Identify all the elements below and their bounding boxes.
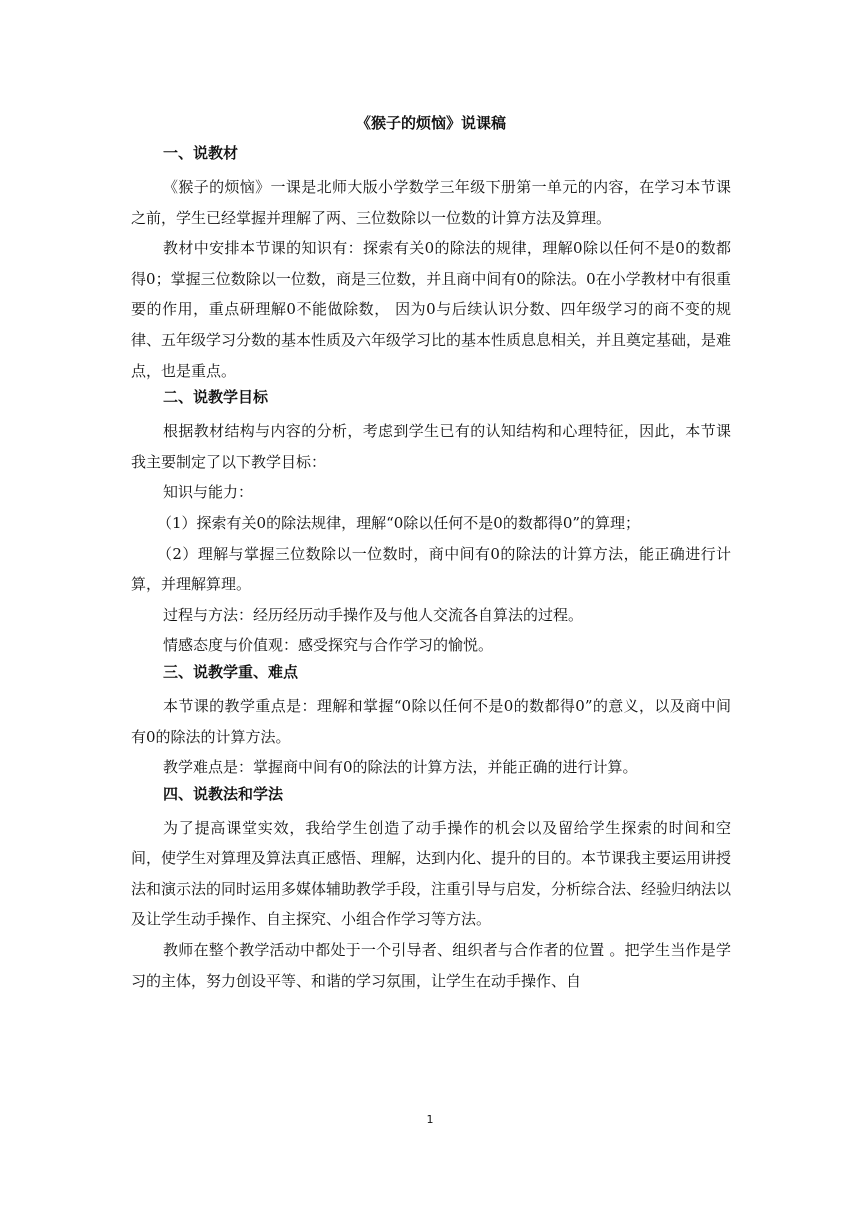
paragraph-teacher-role: 教师在整个教学活动中都处于一个引导者、组织者与合作者的位置 。把学生当作是学习的主体，努力创设平等、和谐的学习氛围，让学生在动手操作、自 bbox=[131, 941, 731, 990]
section-heading-teaching-material: 一、说教材 bbox=[163, 144, 239, 162]
paragraph-difficult-point: 教学难点是：掌握商中间有0的除法的计算方法，并能正确的进行计算。 bbox=[163, 758, 638, 777]
section-heading-teaching-goals: 二、说教学目标 bbox=[163, 388, 269, 407]
document-title: 《猴子的烦恼》说课稿 bbox=[355, 114, 506, 132]
goal-item-1: （1）探索有关0的除法规律，理解“0除以任何不是0的数都得0”的算理； bbox=[157, 513, 641, 532]
paragraph-material-intro: 《猴子的烦恼》一课是北师大版小学数学三年级下册第一单元的内容，在学习本节课之前，学生已经掌握并理解了两、三位数除以一位数的计算方法及算理。 bbox=[131, 178, 731, 227]
document-body bbox=[131, 112, 731, 996]
paragraph-key-point: 本节课的教学重点是：理解和掌握“0除以任何不是0的数都得0”的意义，以及商中间有0的除法的计算方法。 bbox=[131, 696, 731, 746]
paragraph-methods-intro: 为了提高课堂实效，我给学生创造了动手操作的机会以及留给学生探索的时间和空间，使学生对算理及算法真正感悟、理解，达到内化、提升的目的。本节课我主要运用讲授法和演示法的同时运用多媒体辅助教学手段，注重引导与启发，分析综合法、经验归纳法以及让学生动手操作、自主探究、小组合作学习等方法。 bbox=[131, 818, 732, 929]
goal-knowledge-label: 知识与能力： bbox=[163, 483, 254, 502]
paragraph-material-knowledge: 教材中安排本节课的知识有：探索有关0的除法的规律，理解0除以任何不是0的数都得0；掌握三位数除以一位数，商是三位数，并且商中间有0的除法。0在小学教材中有很重要的作用，重点研理解0不能做除数， 因为0与后续认识分数、四年级学习的商不变的规律、五年级学习分数的基本性质及六年级学习比的基本性质息息相关，并且奠定基础，是难点，也是重点。 bbox=[131, 239, 732, 380]
goal-item-2: （2）理解与掌握三位数除以一位数时，商中间有0的除法的计算方法，能正确进行计算，并理解算理。 bbox=[131, 544, 731, 594]
page-number: 1 bbox=[426, 1113, 434, 1126]
paragraph-goals-intro: 根据教材结构与内容的分析，考虑到学生已有的认知结构和心理特征，因此，本节课我主要制定了以下教学目标： bbox=[131, 422, 731, 471]
goal-emotion-values: 情感态度与价值观：感受探究与合作学习的愉悦。 bbox=[163, 636, 494, 655]
section-heading-key-difficult-points: 三、说教学重、难点 bbox=[163, 662, 299, 681]
goal-process-method: 过程与方法：经历经历动手操作及与他人交流各自算法的过程。 bbox=[163, 605, 584, 624]
section-heading-methods: 四、说教法和学法 bbox=[163, 784, 284, 803]
